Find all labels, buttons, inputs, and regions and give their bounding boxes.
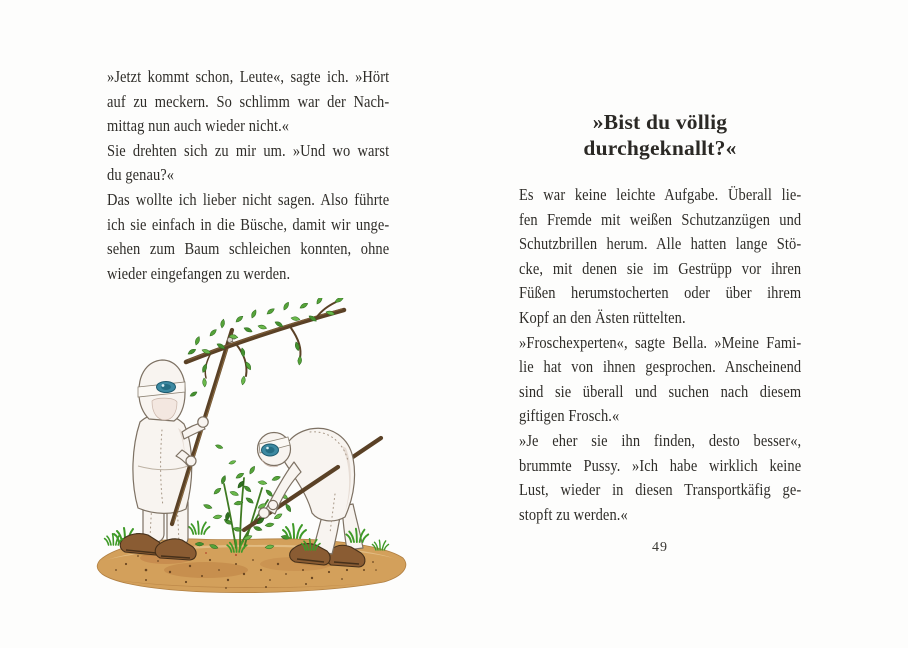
text-line: du genau?« [107,165,175,185]
text-line: Schutzbrillen herum. Alle hatten lange Stö- [519,234,802,254]
text-line: brummte Pussy. »Ich habe wirklich keine [519,455,802,475]
text-line: giftigen Frosch.« [519,406,620,426]
text-line: Lust, wieder in diesen Transportkäfig ge- [519,480,802,500]
text-line: Das wollte ich lieber nicht sagen. Also führte [107,189,390,209]
text-line: Füßen herumstocherten oder über ihrem [519,283,802,303]
text-line: wieder eingefangen zu werden. [107,263,291,283]
goggles-left-figure [157,382,176,393]
glove-left-lower [186,456,196,466]
glove-right-upper [268,500,277,509]
text-line: lie hat von ihnen gesprochen. Anscheinend [519,357,802,377]
text-line: »Froschexperten«, sagte Bella. »Meine Fami- [519,332,802,352]
chapter-heading-line1: »Bist du völlig [592,110,728,134]
chapter-heading [519,110,801,161]
illustration-container [86,298,430,600]
text-line: fen Fremde mit weißen Schutzanzügen und [519,209,802,229]
glove-left-upper [198,417,208,427]
text-line: stopft zu werden.« [519,504,628,524]
chapter-heading-line2: durchgeknallt?« [583,135,737,160]
text-line: sehen zum Baum schleichen konnten, ohne [107,239,390,259]
text-line: Sie drehten sich zu mir um. »Und wo warst [107,140,390,160]
text-line: sind sie überall und suchen nach diesem [519,381,802,401]
tree-branch [186,298,344,387]
illustration-protective-suit-searchers [86,298,430,600]
left-page-text [107,65,389,286]
text-line: Es war keine leichte Aufgabe. Überall lie- [519,185,802,204]
text-line: cke, mit denen sie im Gestrüpp vor ihren [519,258,802,278]
text-line: »Je eher sie ihn finden, desto besser«, [519,430,802,450]
right-page-text [519,183,801,527]
page-number: 49 [652,540,668,555]
text-line: ich sie einfach in die Büsche, damit wir unge- [107,214,390,234]
text-line: Kopf an den Ästen rüttelten. [519,307,686,327]
text-line: »Jetzt kommt schon, Leute«, sagte ich. »Hört [107,67,390,86]
glove-right-lower [259,508,269,518]
text-line: auf zu meckern. So schlimm war der Nach- [107,91,390,111]
goggles-right-figure [262,444,279,456]
text-line: mittag nun auch wieder nicht.« [107,116,290,136]
